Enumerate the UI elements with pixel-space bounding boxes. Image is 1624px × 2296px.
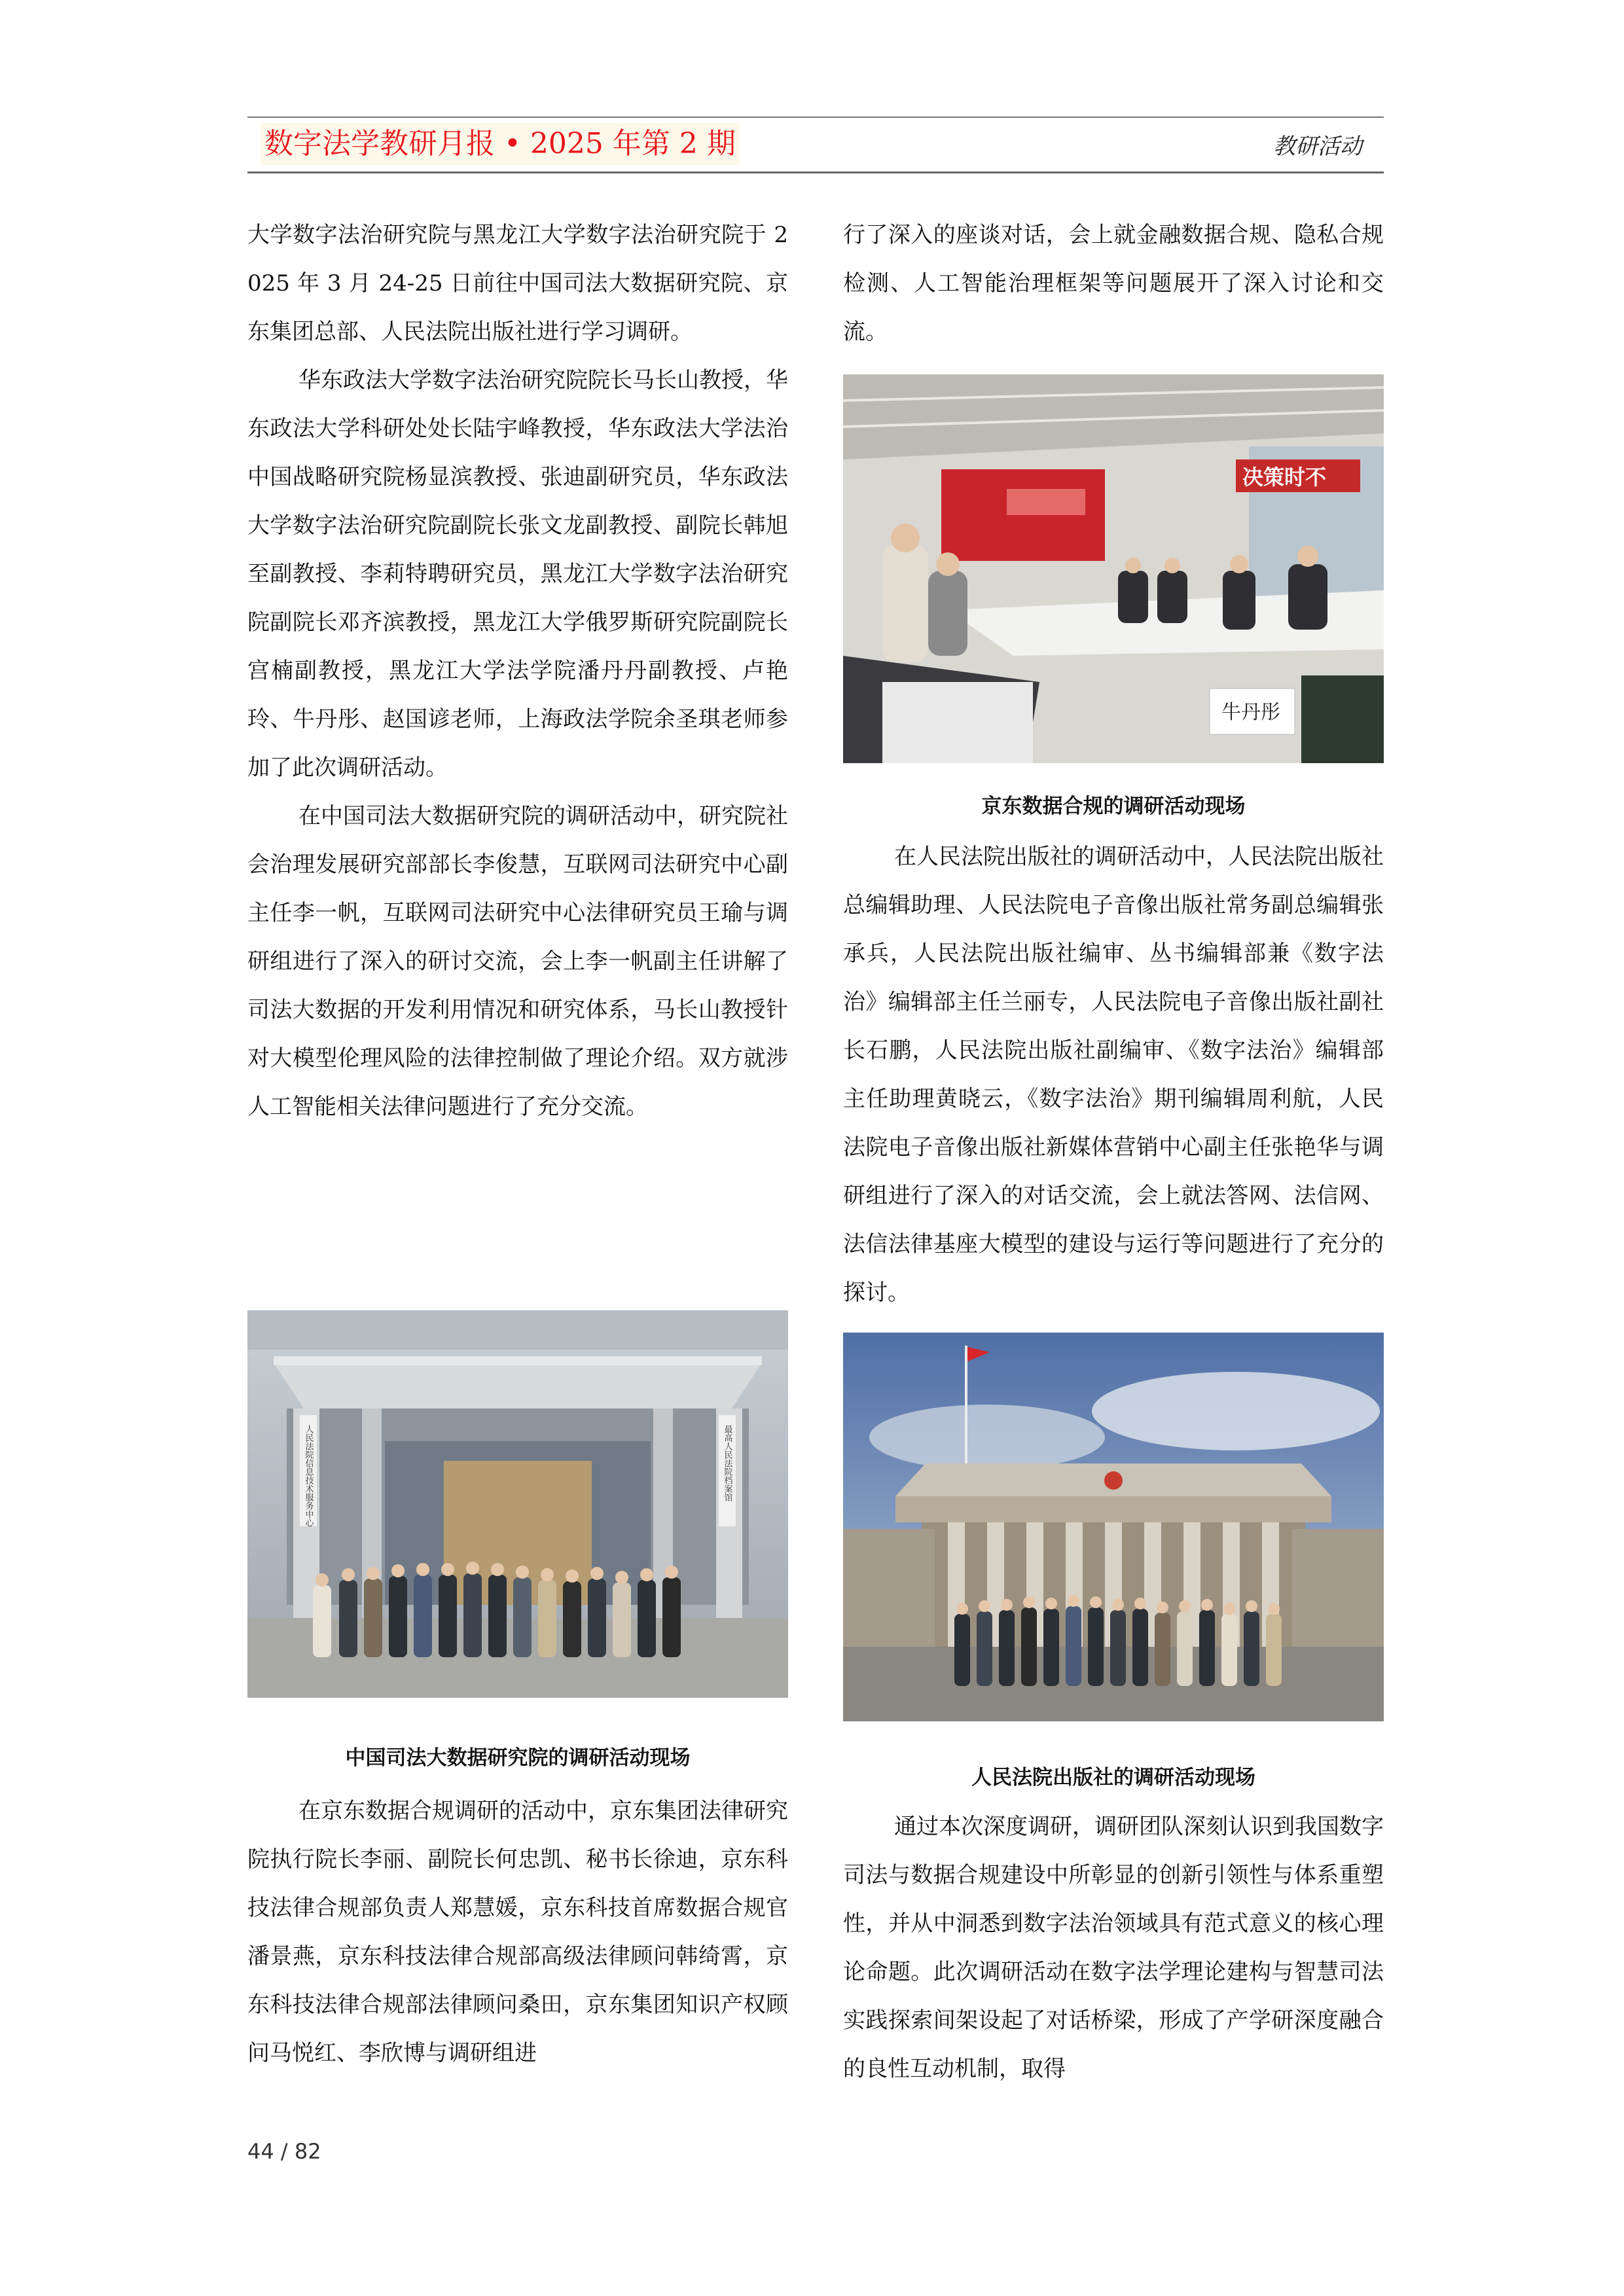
nameplate-text: 牛丹彤: [1221, 701, 1280, 724]
left-column-lower: [247, 1787, 788, 2077]
right-column-middle: [843, 833, 1384, 1317]
section-label: 教研活动: [1273, 134, 1362, 160]
left-column: [247, 211, 788, 1131]
right-column-lower: [843, 1803, 1384, 2093]
header-rule-top: [247, 117, 1384, 118]
header-rule-bottom: [247, 171, 1384, 173]
right-paragraph-1: 行了深入的座谈对话，会上就金融数据合规、隐私合规检测、人工智能治理框架等问题展开了深入讨论和交流。: [843, 222, 1384, 345]
caption-big-data-institute: 中国司法大数据研究院的调研活动现场: [345, 1746, 691, 1770]
left-paragraph-1: 大学数字法治研究院与黑龙江大学数字法治研究院于 2025 年 3 月 24-25 日前往中国司法大数据研究院、京东集团总部、人民法院出版社进行学习调研。: [247, 222, 788, 345]
left-paragraph-2: 华东政法大学数字法治研究院院长马长山教授，华东政法大学科研处处长陆宇峰教授，华东政法大学法治中国战略研究院杨显滨教授、张迪副研究员，华东政法大学数字法治研究院副院长张文龙副教授、副院长韩旭至副教授、李莉特聘研究员，黑龙江大学数字法治研究院副院长邓齐滨教授，黑龙江大学俄罗斯研究院副院长宫楠副教授，黑龙江大学法学院潘丹丹副教授、卢艳玲、牛丹彤、赵国谚老师，上海政法学院余圣琪老师参加了此次调研活动。: [247, 367, 788, 781]
sign-right-text: 最高人民法院档案馆: [722, 1425, 732, 1501]
photo-jd-meeting: [843, 374, 1384, 763]
banner-text: 决策时不: [1242, 465, 1327, 490]
sign-left-text: 人民法院信息技术服务中心: [303, 1425, 314, 1527]
caption-jd-meeting: 京东数据合规的调研活动现场: [981, 795, 1246, 818]
left-paragraph-4: 在京东数据合规调研的活动中，京东集团法律研究院执行院长李丽、副院长何忠凯、秘书长徐迪，京东科技法律合规部负责人郑慧媛，京东科技首席数据合规官潘景燕，京东科技法律合规部高级法律顾问韩绮霄，京东科技法律合规部法律顾问桑田，京东集团知识产权顾问马悦红、李欣博与调研组进: [247, 1798, 788, 2066]
right-paragraph-2: 在人民法院出版社的调研活动中，人民法院出版社总编辑助理、人民法院电子音像出版社常务副总编辑张承兵，人民法院出版社编审、丛书编辑部兼《数字法治》编辑部主任兰丽专，人民法院电子音像出版社副社长石鹏，人民法院出版社副编审、《数字法治》编辑部主任助理黄晓云，《数字法治》期刊编辑周利航，人民法院电子音像出版社新媒体营销中心副主任张艳华与调研组进行了深入的对话交流，会上就法答网、法信网、法信法律基座大模型的建设与运行等问题进行了充分的探讨。: [843, 844, 1384, 1306]
left-paragraph-3: 在中国司法大数据研究院的调研活动中，研究院社会治理发展研究部部长李俊慧，互联网司法研究中心副主任李一帆，互联网司法研究中心法律研究员王瑜与调研组进行了深入的研讨交流，会上李一帆副主任讲解了司法大数据的开发利用情况和研究体系，马长山教授针对大模型伦理风险的法律控制做了理论介绍。双方就涉人工智能相关法律问题进行了充分交流。: [247, 803, 788, 1120]
caption-court-press: 人民法院出版社的调研活动现场: [971, 1766, 1255, 1789]
right-paragraph-3: 通过本次深度调研，调研团队深刻认识到我国数字司法与数据合规建设中所彰显的创新引领性与体系重塑性，并从中洞悉到数字法治领域具有范式意义的核心理论命题。此次调研活动在数字法学理论建构与智慧司法实践探索间架设起了对话桥梁，形成了产学研深度融合的良性互动机制，取得: [843, 1814, 1384, 2082]
photo-court-press: [843, 1333, 1384, 1721]
page-number: 44 / 82: [247, 2139, 321, 2164]
photo-big-data-institute: [247, 1310, 788, 1698]
journal-title: 数字法学教研月报 • 2025 年第 2 期: [261, 123, 740, 165]
right-column: [843, 211, 1384, 356]
